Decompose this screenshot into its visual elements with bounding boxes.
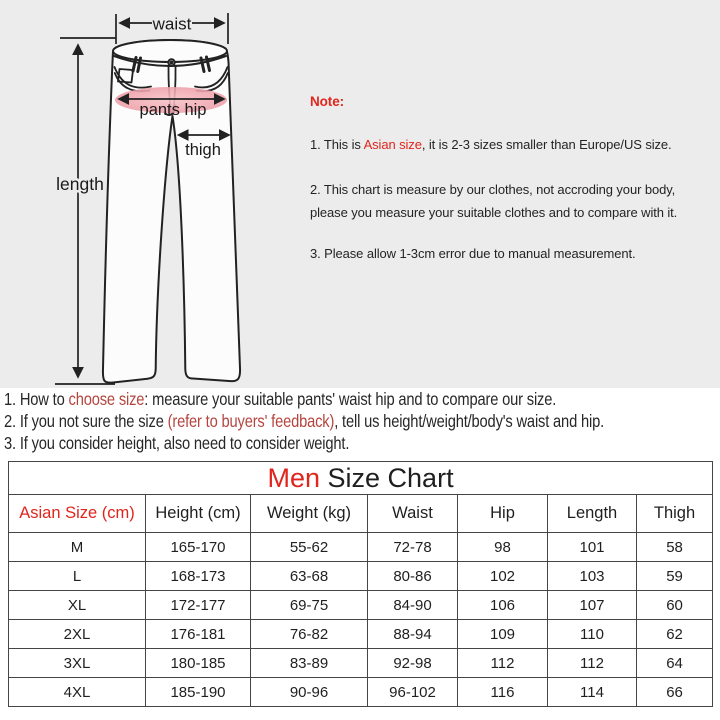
table-cell: 58 — [637, 533, 713, 562]
pants-hip-label: pants hip — [139, 101, 207, 119]
table-cell: 112 — [458, 649, 548, 678]
instr-1-text-end: : measure your suitable pants' waist hip and to compare our size. — [144, 389, 557, 409]
table-cell: 114 — [548, 678, 637, 707]
table-title-row — [9, 462, 713, 495]
table-cell: 109 — [458, 620, 548, 649]
size-cell: L — [9, 562, 146, 591]
table-row — [9, 533, 713, 562]
column-header: Asian Size (cm) — [9, 495, 146, 533]
table-cell: 92-98 — [368, 649, 458, 678]
column-header: Waist — [368, 495, 458, 533]
thigh-label: thigh — [185, 141, 221, 159]
table-cell: 88-94 — [368, 620, 458, 649]
sizing-instructions — [4, 388, 720, 454]
table-cell: 84-90 — [368, 591, 458, 620]
size-cell: XL — [9, 591, 146, 620]
column-header: Thigh — [637, 495, 713, 533]
instruction-line-1 — [4, 388, 605, 410]
table-row — [9, 620, 713, 649]
table-cell: 172-177 — [146, 591, 251, 620]
men-size-chart-table — [8, 461, 713, 707]
note-item-2-line1: 2. This chart is measure by our clothes, not accroding your body, — [310, 182, 676, 197]
instr-2-text-end: , tell us height/weight/body's waist and hip. — [334, 411, 605, 431]
table-cell: 112 — [548, 649, 637, 678]
size-cell: 2XL — [9, 620, 146, 649]
instr-1-text: 1. How to — [4, 389, 69, 409]
table-cell: 62 — [637, 620, 713, 649]
length-label: length — [56, 174, 104, 194]
pants-measurement-diagram — [0, 0, 300, 388]
table-title-rest: Size Chart — [320, 462, 454, 493]
table-cell: 90-96 — [251, 678, 368, 707]
instruction-line-3: 3. If you consider height, also need to consider weight. — [4, 433, 350, 453]
column-header: Weight (kg) — [251, 495, 368, 533]
table-cell: 98 — [458, 533, 548, 562]
size-cell: 4XL — [9, 678, 146, 707]
table-cell: 101 — [548, 533, 637, 562]
table-title — [9, 462, 713, 495]
table-cell: 55-62 — [251, 533, 368, 562]
table-cell: 60 — [637, 591, 713, 620]
note-item-2-line2: please you measure your suitable clothes and to compare with it. — [310, 205, 678, 220]
table-cell: 76-82 — [251, 620, 368, 649]
table-cell: 185-190 — [146, 678, 251, 707]
note-item-1 — [310, 137, 672, 152]
waist-label: waist — [152, 14, 192, 34]
table-cell: 103 — [548, 562, 637, 591]
instr-1-highlight: choose size — [68, 389, 145, 409]
table-row — [9, 649, 713, 678]
table-cell: 180-185 — [146, 649, 251, 678]
note-item-3: 3. Please allow 1-3cm error due to manual measurement. — [310, 246, 636, 261]
table-cell: 59 — [637, 562, 713, 591]
table-cell: 176-181 — [146, 620, 251, 649]
table-cell: 96-102 — [368, 678, 458, 707]
table-cell: 116 — [458, 678, 548, 707]
table-cell: 64 — [637, 649, 713, 678]
table-cell: 107 — [548, 591, 637, 620]
column-header: Length — [548, 495, 637, 533]
instr-2-highlight: (refer to buyers' feedback) — [167, 411, 335, 431]
table-cell: 106 — [458, 591, 548, 620]
note-1-text-end: , it is 2-3 sizes smaller than Europe/US size. — [421, 137, 672, 152]
notes-heading: Note: — [310, 94, 344, 109]
size-cell: M — [9, 533, 146, 562]
table-row — [9, 678, 713, 707]
table-cell: 168-173 — [146, 562, 251, 591]
table-cell: 83-89 — [251, 649, 368, 678]
column-header: Hip — [458, 495, 548, 533]
table-cell: 66 — [637, 678, 713, 707]
table-cell: 110 — [548, 620, 637, 649]
instr-2-text: 2. If you not sure the size — [4, 411, 168, 431]
instruction-line-2 — [4, 410, 605, 432]
table-row — [9, 562, 713, 591]
table-header-row — [9, 495, 713, 533]
table-cell: 80-86 — [368, 562, 458, 591]
table-title-highlight: Men — [267, 462, 321, 493]
table-cell: 165-170 — [146, 533, 251, 562]
table-cell: 69-75 — [251, 591, 368, 620]
table-cell: 63-68 — [251, 562, 368, 591]
size-cell: 3XL — [9, 649, 146, 678]
table-cell: 72-78 — [368, 533, 458, 562]
note-1-text: 1. This is — [310, 137, 364, 152]
table-cell: 102 — [458, 562, 548, 591]
note-1-highlight: Asian size — [363, 137, 422, 152]
table-row — [9, 591, 713, 620]
column-header: Height (cm) — [146, 495, 251, 533]
